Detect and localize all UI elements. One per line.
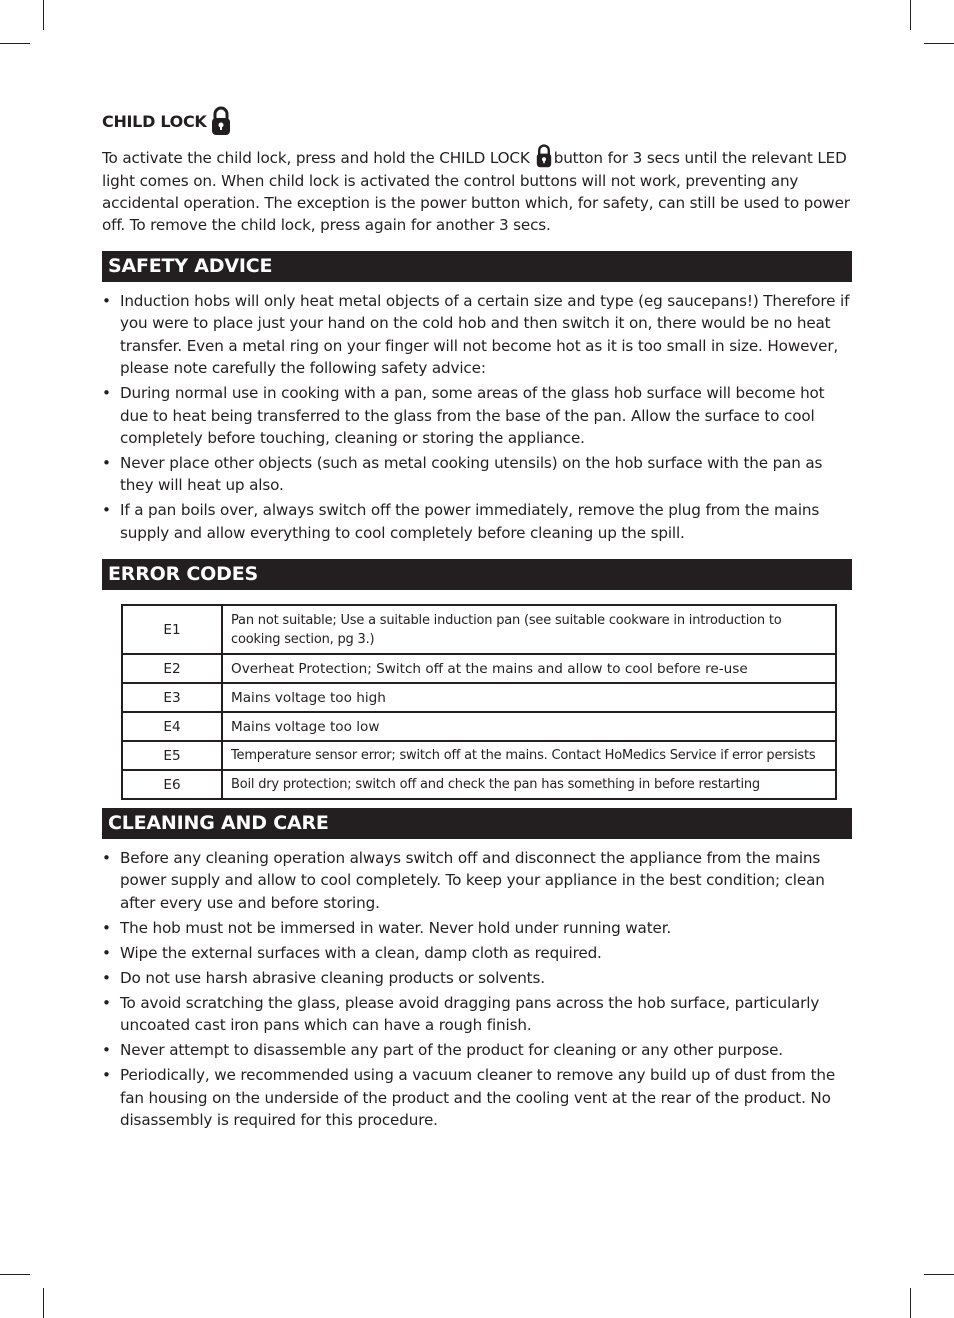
list-item: • To avoid scratching the glass, please avoid dragging pans across the hob surface, particularly uncoated cast iron pans which can have a rough finish. [102, 992, 854, 1037]
list-item: • Never place other objects (such as metal cooking utensils) on the hob surface with the pan as they will heat up also. [102, 452, 854, 497]
child-lock-heading [102, 105, 231, 137]
crop-mark [924, 43, 954, 44]
crop-mark [43, 0, 44, 30]
crop-mark [910, 1288, 911, 1318]
error-code: E5 [122, 741, 222, 770]
safety-advice-heading: SAFETY ADVICE [102, 251, 852, 282]
error-code: E1 [122, 605, 222, 654]
table-row [122, 605, 836, 654]
child-lock-description: To activate the child lock, press and hold the CHILD LOCK button for 3 secs until the relevant LED light comes on. When child lock is activated the control buttons will not work, preventing any accidental operation. The exception is the power button which, for safety, can still be used to power off. To remove the child lock, press again for another 3 secs. [102, 147, 852, 237]
list-item: • If a pan boils over, always switch off the power immediately, remove the plug from the mains supply and allow everything to cool completely before cleaning up the spill. [102, 499, 854, 544]
lock-icon [211, 106, 231, 136]
list-item: • Before any cleaning operation always switch off and disconnect the appliance from the mains power supply and allow to cool completely. To keep your appliance in the best condition; clean after every use and before storing. [102, 847, 854, 914]
error-code: E6 [122, 770, 222, 799]
error-codes-heading: ERROR CODES [102, 559, 852, 590]
crop-mark [924, 1274, 954, 1275]
crop-mark [910, 0, 911, 30]
child-lock-title: CHILD LOCK [102, 111, 207, 131]
list-item: • Induction hobs will only heat metal objects of a certain size and type (eg saucepans!) Therefore if you were to place just your hand on the cold hob and then switch it on, there would be no heat transfer. Even a metal ring on your finger will not become hot as it is too small in size. However, please note carefully the following safety advice: [102, 290, 854, 380]
list-item: • During normal use in cooking with a pan, some areas of the glass hob surface will become hot due to heat being transferred to the glass from the base of the pan. Allow the surface to cool completely before touching, cleaning or storing the appliance. [102, 382, 854, 449]
table-row [122, 741, 836, 770]
list-item: • Wipe the external surfaces with a clean, damp cloth as required. [102, 942, 854, 964]
crop-mark [0, 1274, 30, 1275]
error-code: E3 [122, 683, 222, 712]
table-row [122, 683, 836, 712]
cleaning-care-heading: CLEANING AND CARE [102, 808, 852, 839]
error-description: Mains voltage too high [222, 683, 836, 712]
list-item: • The hob must not be immersed in water. Never hold under running water. [102, 917, 854, 939]
error-description: Boil dry protection; switch off and check the pan has something in before restarting [222, 770, 836, 799]
safety-advice-list [102, 290, 854, 547]
error-codes-table [121, 604, 837, 800]
table-row [122, 712, 836, 741]
error-description: Mains voltage too low [222, 712, 836, 741]
error-description: Overheat Protection; Switch off at the mains and allow to cool before re-use [222, 654, 836, 683]
list-item: • Periodically, we recommended using a vacuum cleaner to remove any build up of dust from the fan housing on the underside of the product and the cooling vent at the rear of the product. No disassembly is required for this procedure. [102, 1064, 854, 1131]
list-item: • Never attempt to disassemble any part of the product for cleaning or any other purpose. [102, 1039, 854, 1061]
table-row [122, 770, 836, 799]
error-description: Pan not suitable; Use a suitable induction pan (see suitable cookware in introduction to cooking section, pg 3.) [222, 605, 836, 654]
error-code: E4 [122, 712, 222, 741]
crop-mark [43, 1288, 44, 1318]
list-item: • Do not use harsh abrasive cleaning products or solvents. [102, 967, 854, 989]
error-description: Temperature sensor error; switch off at the mains. Contact HoMedics Service if error persists [222, 741, 836, 770]
cleaning-care-list [102, 847, 854, 1134]
error-code: E2 [122, 654, 222, 683]
table-row [122, 654, 836, 683]
lock-icon [536, 142, 552, 170]
crop-mark [0, 43, 30, 44]
